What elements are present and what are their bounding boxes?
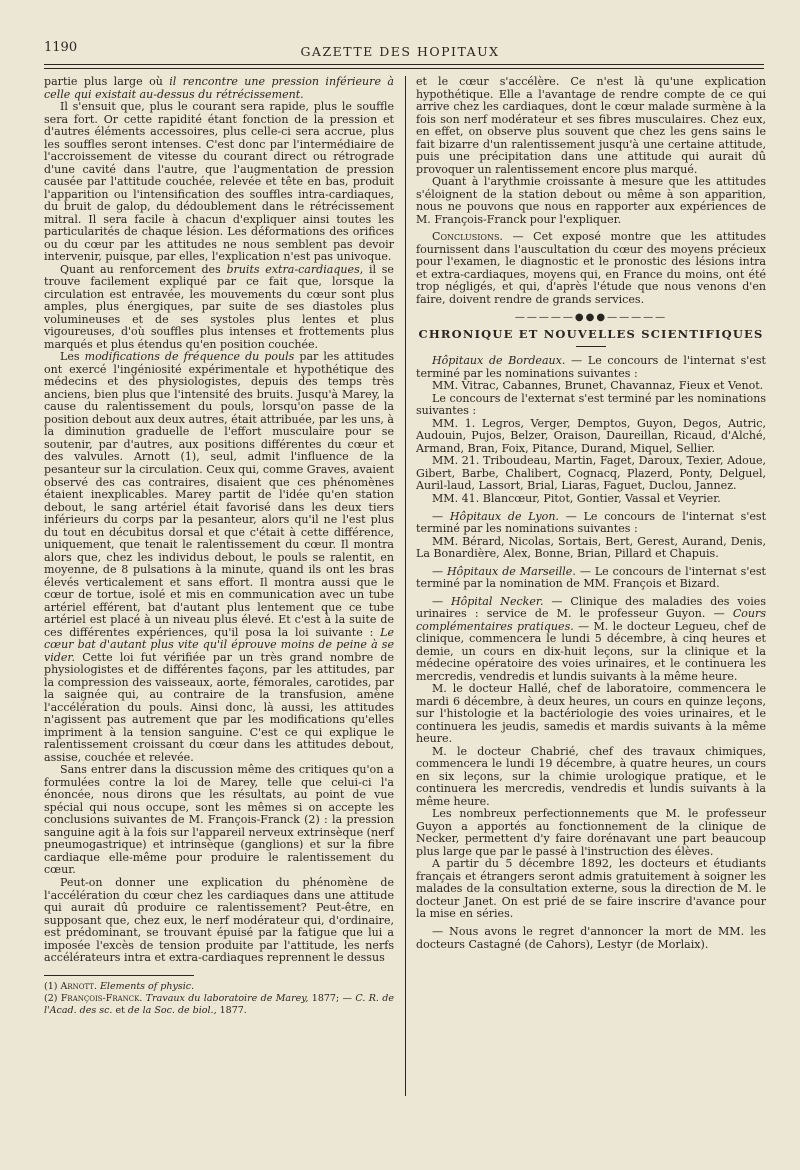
- text: 1877.: [216, 1004, 247, 1016]
- italic-text: Hôpitaux de Marseille.: [447, 564, 576, 578]
- news-item: Le concours de l'externat s'est terminé par les nominations suivantes :: [416, 391, 766, 418]
- news-item: [416, 596, 766, 684]
- italic-text: il rencontre une pression inférieure à celle qui existait au-dessus du rétrécissement.: [44, 75, 394, 101]
- text: —: [432, 564, 448, 578]
- italic-text: de la Soc. de biol.,: [127, 1004, 217, 1016]
- name-list: MM. Vitrac, Cabannes, Brunet, Chavannaz, Fieux et Venot.: [432, 379, 764, 393]
- name-list: MM. 41. Blancœur, Pitot, Gontier, Vassal et Veyrier.: [432, 491, 721, 505]
- text: — Clinique des maladies des voies urinaires : service de M. le professeur Guyon. —: [416, 594, 766, 621]
- header-rule: [44, 64, 764, 65]
- news-item: Les nombreux perfectionnements que M. le professeur Guyon a apportés au fonctionnement de la clinique de Necker, permettent d'y faire dorénavant une part beaucoup plus large que par le passé à l'instruction des élèves.: [416, 807, 766, 858]
- page-number: 1190: [44, 40, 78, 55]
- paragraph: Il s'ensuit que, plus le courant sera rapide, plus le souffle sera fort. Or cette rapidité étant fonction de la pression et d'autres éléments accessoires, plus celle-ci sera accrue, plus les souffles seront intenses. C'est donc par l'intermédiaire de l'accroissement de vitesse du courant direct ou rétrograde d'une cavité dans l'autre, que l'augmentation de pression causée par l'attitude couchée, relevée et tête en bas, produit l'apparition ou l'intensification des souffles intra-cardiaques, du bruit de galop, du dédoublement dans le rétrécissement mitral. Il sera facile à chacun d'expliquer ainsi toutes les particularités de chaque lésion. Les déformations des orifices ou du cœur par les attitudes ne nous semblent pas devoir intervenir, puisque, par elles, l'explication n'est pas univoque.: [44, 100, 394, 264]
- paragraph: [416, 231, 766, 306]
- section-rule: [576, 346, 606, 347]
- paragraph: Peut-on donner une explication du phénomène de l'accélération du cœur chez les cardiaques dans une attitude qui aurait dû produire ce ralentissement? Peut-être, en supposant que, chez eux, le nerf modérateur qui, d'ordinaire, est prédominant, se trouvant épuisé par la fatigue que lui a imposée l'excès de tension produite par l'attitude, les nerfs accélérateurs intra et extra-cardiaques reprennent le dessus: [44, 876, 394, 965]
- paragraph: Sans entrer dans la discussion même des critiques qu'on a formulées contre la loi de Marey, telle que celui-ci l'a énoncée, nous dirons que les résultats, au point de vue spécial qui nous occupe, sont les mêmes si on accepte les conclusions suivantes de M. François-Franck (2) : la pression sanguine agit à la fois sur l'appareil nerveux extrinsèque (nerf pneumogastrique) et intrinsèque (ganglions) et sur la fibre cardiaque elle-même pour produire le ralentissement du cœur.: [44, 763, 394, 877]
- news-item: [416, 511, 766, 536]
- italic-text: Cours complémentaires pratiques.: [416, 607, 766, 633]
- text: partie plus large où: [44, 75, 170, 88]
- italic-text: Travaux du laboratoire de Marey,: [142, 992, 309, 1004]
- name-list: MM. 1. Legros, Verger, Demptos, Guyon, Degos, Autric, Audouin, Pujos, Belzer, Oraison, Daureillan, Ricaud, d'Alché, Armand, Bran, Foix, Pitance, Durand, Miquel, Sellier.: [416, 416, 766, 455]
- left-column: [44, 76, 394, 1017]
- text: — M. le docteur Legueu, chef de clinique, commencera le lundi 5 décembre, à cinq heures et demie, un cours en dix-huit leçons, sur la clinique et la médecine opératoire des voies urinaires, et le continuera les mercredis, vendredis et lundis suivants à la même heure.: [416, 619, 766, 683]
- footnote-rule: [44, 975, 194, 976]
- paragraph: [44, 264, 394, 352]
- news-item: A partir du 5 décembre 1892, les docteurs et étudiants français et étrangers seront admis gratuitement à soigner les malades de la consultation externe, sous la direction de M. le docteur Janet. On est prié de se faire inscrire d'avance pour la mise en séries.: [416, 857, 766, 921]
- italic-text: Elements of physic.: [96, 980, 195, 992]
- paragraph: et le cœur s'accélère. Ce n'est là qu'une explication hypothétique. Elle a l'avantage de rendre compte de ce qui arrive chez les cardiaques, dont le cœur malade surmène à la fois son nerf modérateur et ses fibres musculaires. Chez eux, en effet, on observe plus souvent que chez les gens sains le fait bizarre d'un ralentissement jusqu'à une certaine attitude, puis une précipitation dans une attitude qui aurait dû provoquer un ralentissement encore plus marqué.: [416, 75, 766, 176]
- name-list: MM. Bérard, Nicolas, Sortais, Bert, Gerest, Aurand, Denis, La Bonardière, Alex, Bonne, Brian, Pillard et Chapuis.: [416, 534, 766, 561]
- italic-text: bruits extra-cardiaques: [226, 262, 360, 276]
- text: (2): [44, 992, 61, 1004]
- paragraph: [44, 351, 394, 764]
- column-divider: [405, 76, 406, 1096]
- paragraph: Quant à l'arythmie croissante à mesure que les attitudes s'éloignent de la station debout ou même à son apparition, nous ne pouvons que nous en rapporter aux expériences de M. François-Franck pour l'expliquer.: [416, 175, 766, 226]
- text: — Le concours de l'internat s'est terminé par les nominations suivantes :: [416, 354, 766, 380]
- news-item: — Nous avons le regret d'annoncer la mort de MM. les docteurs Castagné (de Cahors), Lestyr (de Morlaix).: [416, 925, 766, 951]
- text: — Le concours de l'internat s'est terminé par les nominations suivantes :: [416, 509, 767, 536]
- text: Les: [60, 350, 85, 364]
- text: —: [432, 594, 451, 608]
- italic-text: modifications de fréquence du pouls: [84, 350, 295, 364]
- text: — Le concours de l'internat s'est terminé par la nomination de MM. François et Bizard.: [416, 564, 766, 591]
- text: Quant au renforcement des: [60, 262, 227, 276]
- italic-text: Hôpitaux de Lyon.: [449, 509, 559, 523]
- text: Arnott.: [60, 980, 97, 992]
- text: par les attitudes ont exercé l'ingéniosité expérimentale et hypothétique des médecins et des physiologistes, depuis des temps très anciens, bien plus que l'intensité des bruits. Jusqu'à Marey, la cause du ralentissement du pouls, lorsqu'on passe de la position debout aux deux autres, était attribuée, par les uns, à la diminution graduelle de l'effort musculaire pour se soutenir, par d'autres, aux positions différentes du cœur et des valvules. Arnott (1), seul, admit l'influence de la pesanteur sur la circulation. Ceux qui, comme Graves, avaient observé des cas contraires, disaient que ces phénomènes étaient inexplicables. Marey partit de l'idée qu'en station debout, le sang artériel était favorisé dans les deux tiers inférieurs du corps par la pesanteur, alors qu'il ne l'est plus du tout en décubitus dorsal et que c'était à cette différence, uniquement, que tenait le ralentissement du cœur. Il montra alors que, chez les individus debout, le pouls se ralentit, en moyenne, de 8 pulsations à la minute, quand ils ont les bras élevés verticalement et sans effort. Il montra aussi que le cœur de tortue, isolé et mis en communication avec un tube artériel efférent, bat d'autant plus lentement que ce tube artériel est placé à un niveau plus élevé. Et c'est à la suite de ces différentes expériences, qu'il posa la loi suivante :: [44, 350, 394, 639]
- news-item: M. le docteur Chabrié, chef des travaux chimiques, commencera le lundi 19 décembre, à quatre heures, un cours en six leçons, sur la chimie urologique pratique, et le continuera les mercredis, vendredis et lundis suivants à la même heure.: [416, 744, 766, 808]
- text: , il se trouve facilement expliqué par ce fait que, lorsque la circulation est entravée, les mouvements du cœur sont plus amples, plus énergiques, par suite de ses diastoles plus volumineuses et de ses systoles plus lentes et plus vigoureuses, d'où souffles plus intenses et frottements plus marqués et plus étendus qu'en position couchée.: [44, 262, 394, 351]
- section-ornament: —————●●●—————: [514, 312, 668, 324]
- text: (1): [44, 980, 61, 992]
- section-title: CHRONIQUE ET NOUVELLES SCIENTIFIQUES: [418, 326, 764, 341]
- news-item: M. le docteur Hallé, chef de laboratoire, commencera le mardi 6 décembre, à deux heures, un cours en quinze leçons, sur l'histologie et la bactériologie des voies urinaires, et le continuera les jeudis, samedis et mardis suivants à la même heure.: [416, 682, 766, 746]
- paragraph: [44, 76, 394, 101]
- text: — Cet exposé montre que les attitudes fournissent dans l'auscultation du cœur des moyens précieux pour l'examen, le diagnostic et le pronostic des lésions intra et extra-cardiaques, moyens qui, en France du moins, ont été trop négligés, et qui, d'après l'étude que nous venons d'en faire, doivent rendre de grands services.: [416, 230, 766, 306]
- news-item: [416, 566, 766, 591]
- italic-text: C. R. de l'Acad. des sc.: [44, 992, 394, 1016]
- news-item: [416, 355, 766, 380]
- italic-text: Le cœur bat d'autant plus vite qu'il éprouve moins de peine à se vider.: [44, 625, 394, 664]
- text: et: [112, 1004, 128, 1016]
- text: 1877; —: [308, 992, 356, 1004]
- text: Cette loi fut vérifiée par un très grand nombre de physiologistes et de différentes façons, par les attitudes, par la compression des vaisseaux, aorte, fémorales, carotides, par la saignée qui, au contraire de la transfusion, amène l'accélération du pouls. Ainsi donc, là aussi, les attitudes n'agissent pas autrement que par les modifications qu'elles impriment à la tension sanguine. C'est ce qui explique le ralentissement croissant du cœur dans les attitudes debout, assise, couchée et relevée.: [44, 650, 394, 764]
- header-rule-thin: [44, 68, 764, 69]
- right-column: [416, 76, 766, 951]
- footnote-1: [44, 981, 394, 993]
- footnote-2: [44, 993, 394, 1017]
- text: Conclusions.: [432, 230, 503, 244]
- italic-text: Hôpitaux de Bordeaux.: [432, 354, 566, 368]
- name-list: MM. 21. Triboudeau, Martin, Faget, Daroux, Texier, Adoue, Gibert, Barbe, Chalibert, Cognacq, Plazerd, Ponty, Delguel, Auril-laud, Lassort, Brial, Liaras, Faguet, Duclou, Jannez.: [416, 454, 766, 493]
- text: —: [432, 509, 450, 523]
- text: François-Franck.: [60, 992, 143, 1004]
- italic-text: Hôpital Necker.: [450, 594, 544, 608]
- journal-title: GAZETTE DES HOPITAUX: [300, 44, 500, 59]
